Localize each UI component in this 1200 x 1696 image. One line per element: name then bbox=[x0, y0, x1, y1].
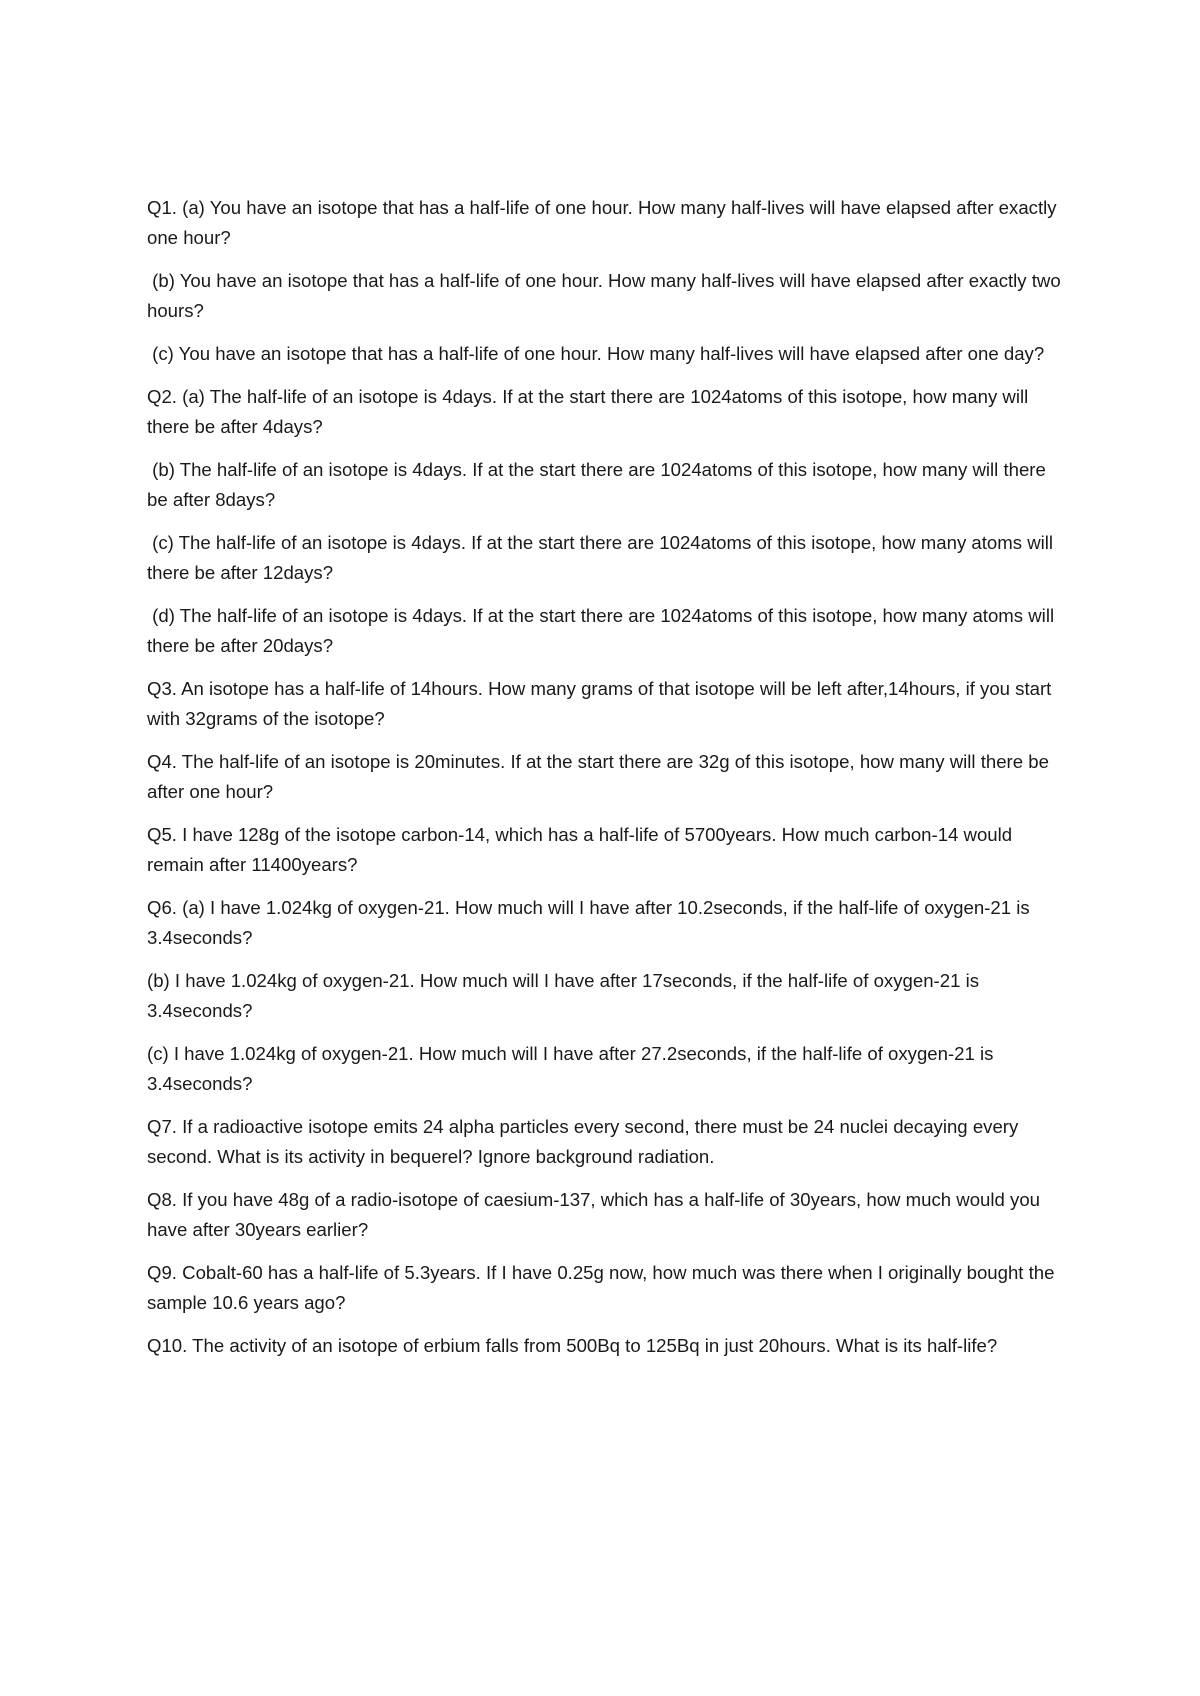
question-q6c: (c) I have 1.024kg of oxygen-21. How much will I have after 27.2seconds, if the half-life of oxygen-21 is 3.4seconds? bbox=[147, 1043, 999, 1094]
question-q1b: (b) You have an isotope that has a half-life of one hour. How many half-lives will have elapsed after exactly two hours? bbox=[147, 270, 1066, 321]
question-q2c: (c) The half-life of an isotope is 4days. If at the start there are 1024atoms of this isotope, how many atoms will there be after 12days? bbox=[147, 532, 1059, 583]
question-list bbox=[147, 193, 1067, 1374]
question-q1c: (c) You have an isotope that has a half-life of one hour. How many half-lives will have elapsed after one day? bbox=[147, 343, 1045, 364]
question-q9: Q9. Cobalt-60 has a half-life of 5.3years. If I have 0.25g now, how much was there when I originally bought the sample 10.6 years ago? bbox=[147, 1262, 1060, 1313]
question-q6a: Q6. (a) I have 1.024kg of oxygen-21. How much will I have after 10.2seconds, if the half-life of oxygen-21 is 3.4seconds? bbox=[147, 897, 1035, 948]
question-q4: Q4. The half-life of an isotope is 20minutes. If at the start there are 32g of this isotope, how many will there be after one hour? bbox=[147, 751, 1055, 802]
question-q1a: Q1. (a) You have an isotope that has a half-life of one hour. How many half-lives will have elapsed after exactly one hour? bbox=[147, 197, 1062, 248]
question-q2a: Q2. (a) The half-life of an isotope is 4days. If at the start there are 1024atoms of this isotope, how many will there be after 4days? bbox=[147, 386, 1034, 437]
question-q8: Q8. If you have 48g of a radio-isotope of caesium-137, which has a half-life of 30years, how much would you have after 30years earlier? bbox=[147, 1189, 1046, 1240]
question-q6b: (b) I have 1.024kg of oxygen-21. How much will I have after 17seconds, if the half-life of oxygen-21 is 3.4seconds? bbox=[147, 970, 985, 1021]
question-q2d: (d) The half-life of an isotope is 4days. If at the start there are 1024atoms of this isotope, how many atoms will there be after 20days? bbox=[147, 605, 1060, 656]
question-q2b: (b) The half-life of an isotope is 4days. If at the start there are 1024atoms of this isotope, how many will there be after 8days? bbox=[147, 459, 1051, 510]
question-q3: Q3. An isotope has a half-life of 14hours. How many grams of that isotope will be left after,14hours, if you start with 32grams of the isotope? bbox=[147, 678, 1057, 729]
question-q7: Q7. If a radioactive isotope emits 24 alpha particles every second, there must be 24 nuclei decaying every second. What is its activity in bequerel? Ignore background radiation. bbox=[147, 1116, 1024, 1167]
question-q5: Q5. I have 128g of the isotope carbon-14, which has a half-life of 5700years. How much carbon-14 would remain after 11400years? bbox=[147, 824, 1018, 875]
question-q10: Q10. The activity of an isotope of erbium falls from 500Bq to 125Bq in just 20hours. What is its half-life? bbox=[147, 1335, 998, 1356]
